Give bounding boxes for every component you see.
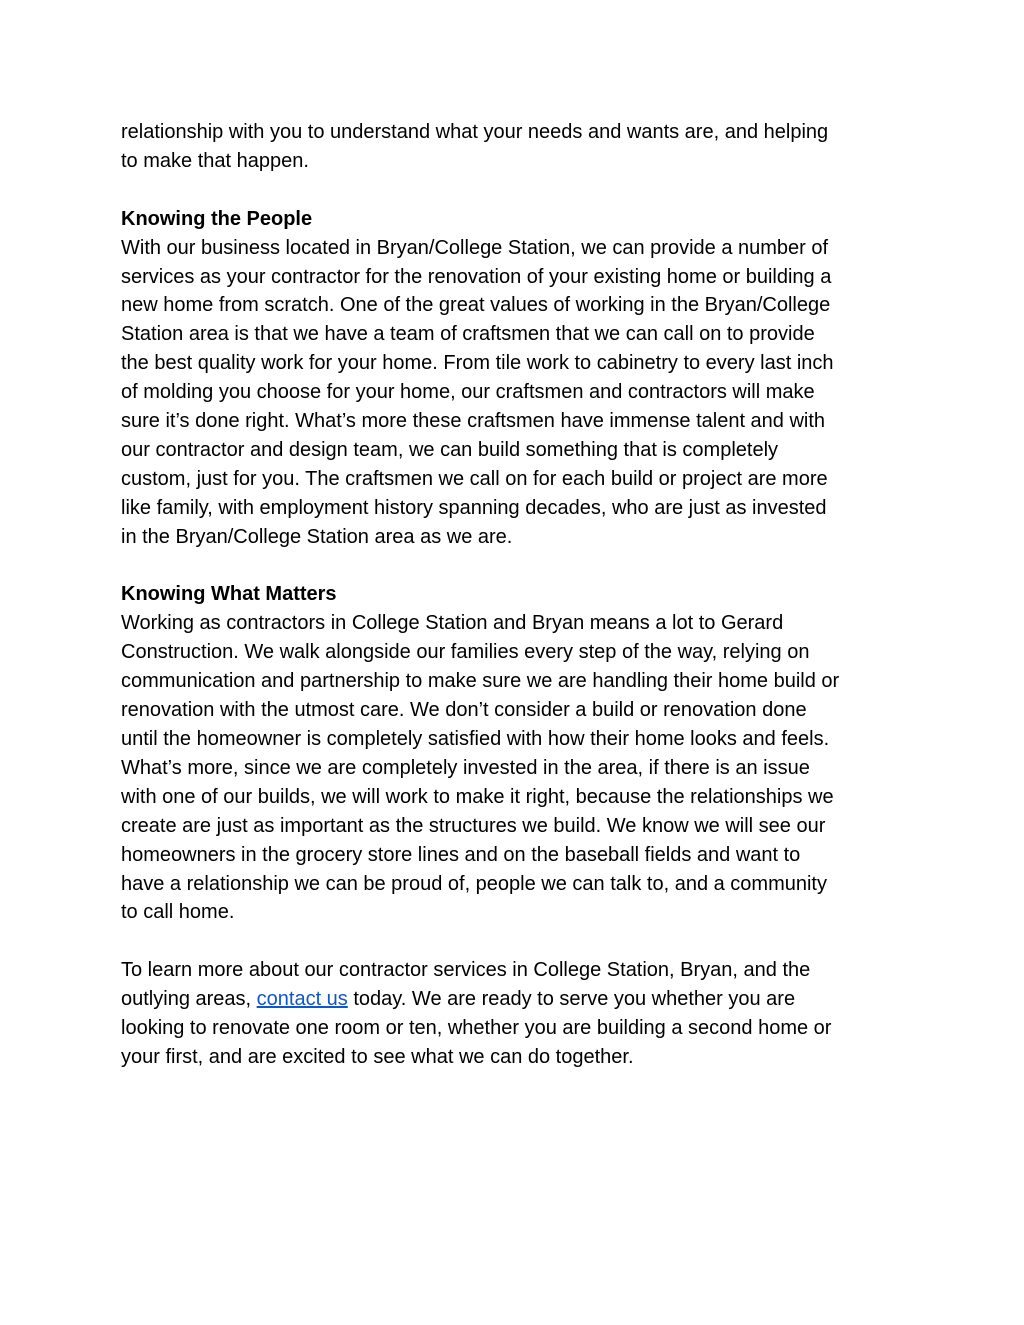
contact-us-link[interactable]: contact us	[256, 988, 348, 1011]
intro-paragraph: relationship with you to understand what your needs and wants are, and helping to make that happen.	[121, 121, 829, 172]
closing-text-before-link: To learn more about our contractor services in College Station, Bryan, and the outlying areas,	[121, 959, 811, 1011]
section-body-knowing-the-people: With our business located in Bryan/College Station, we can provide a number of services as your contractor for the renovation of your existing home or building a new home from scratch. One of the great values of working in the Bryan/College Station area is that we have a team of craftsmen that we can call on to provide the best quality work for your home. From tile work to cabinetry to every last inch of molding you choose for your home, our craftsmen and contractors will make sure it’s done right. What’s more these craftsmen have immense talent and with our contractor and design team, we can build something that is completely custom, just for you. The craftsmen we call on for each build or project are more like family, with employment history spanning decades, who are just as invested in the Bryan/College Station area as we are.	[121, 236, 834, 548]
section-body-knowing-what-matters: Working as contractors in College Station and Bryan means a lot to Gerard Construction. We walk alongside our families every step of the way, relying on communication and partnership to make sure we are handling their home build or renovation with the utmost care. We don’t consider a build or renovation done until the homeowner is completely satisfied with how their home looks and feels. What’s more, since we are completely invested in the area, if there is an issue with one of our builds, we will work to make it right, because the relationships we create are just as important as the structures we build. We know we will see our homeowners in the grocery store lines and on the baseball fields and want to have a relationship we can be proud of, people we can talk to, and a community to call home.	[121, 612, 840, 924]
section-heading-knowing-the-people: Knowing the People	[121, 207, 313, 230]
closing-paragraph	[121, 956, 911, 1072]
section-heading-knowing-what-matters: Knowing What Matters	[121, 583, 337, 606]
closing-text-after-link: today. We are ready to serve you whether you are looking to renovate one room or ten, whether you are building a second home or your first, and are excited to see what we can do together.	[121, 988, 832, 1068]
document-page	[121, 118, 911, 1101]
